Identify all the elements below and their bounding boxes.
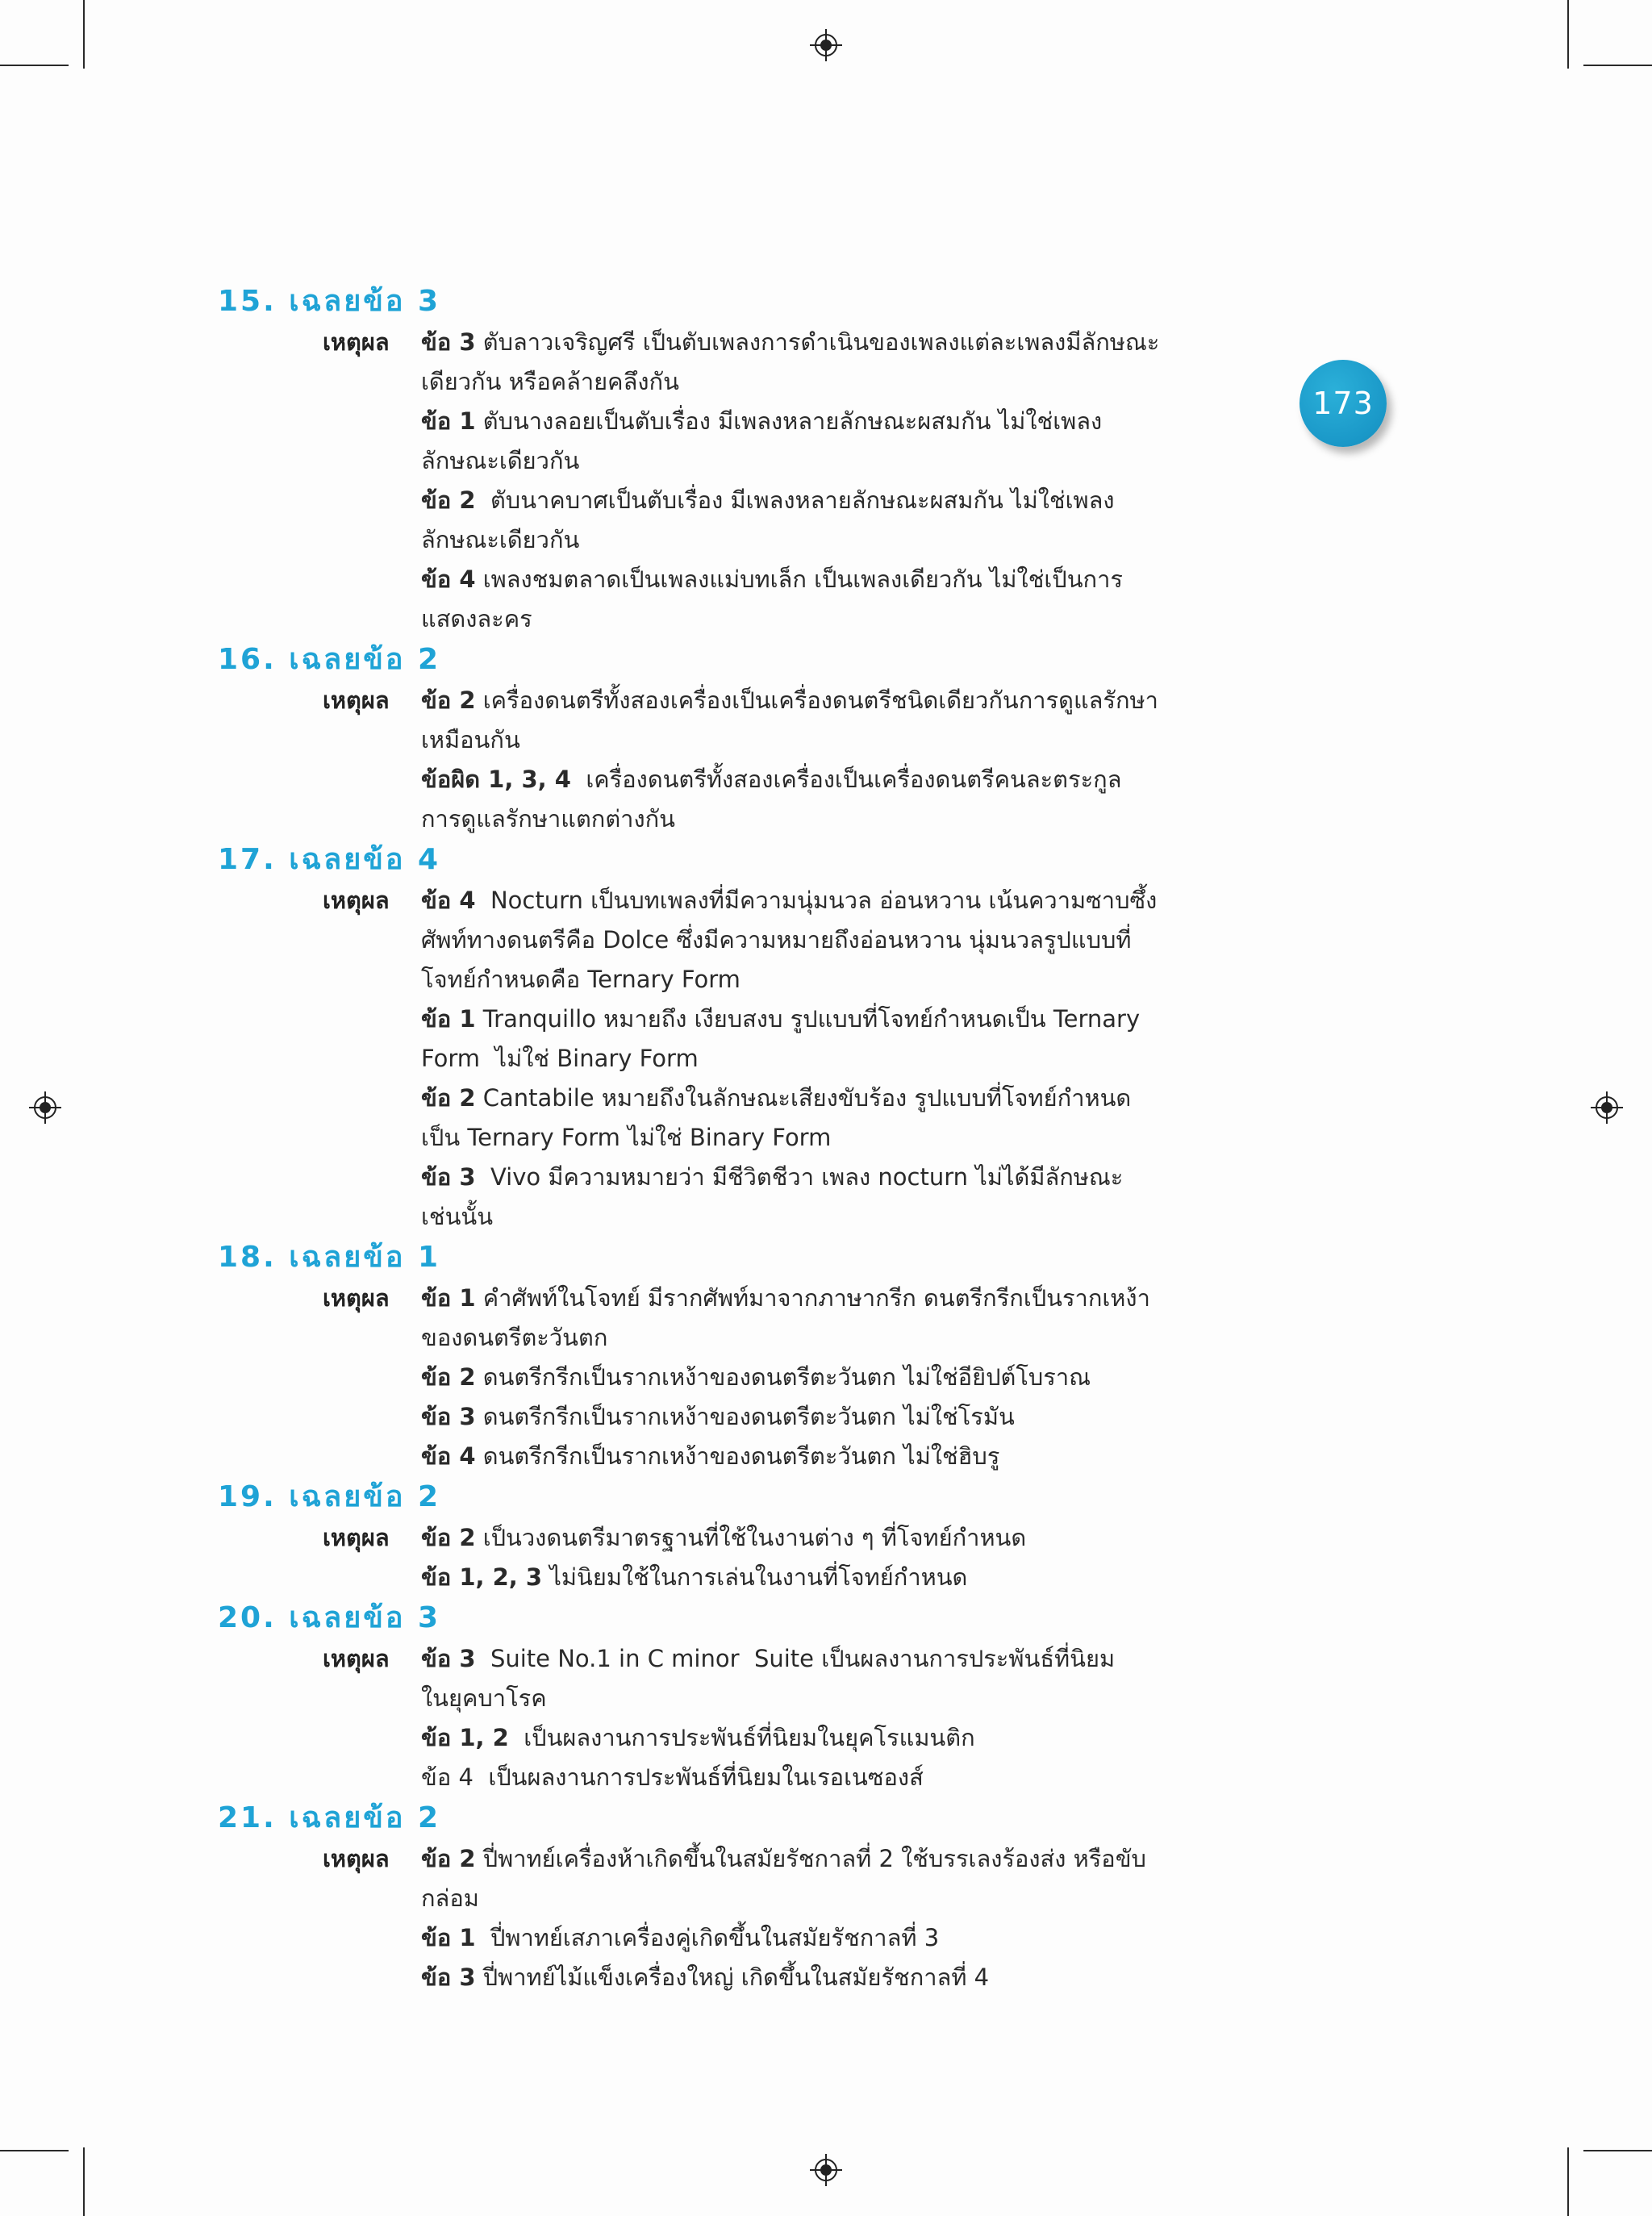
reason-label: เหตุผล: [323, 1845, 390, 1872]
reason-line: [421, 1518, 1210, 1558]
reason-text: [421, 1839, 1210, 1997]
choice-key: ข้อ 1: [421, 407, 476, 435]
reason-line: [421, 323, 1210, 362]
choice-explanation: เครื่องดนตรีทั้งสองเครื่องเป็นเครื่องดนตรีชนิดเดียวกันการดูแลรักษา: [475, 687, 1158, 714]
registration-mark-icon: [810, 2154, 842, 2186]
reason-line: [421, 720, 1210, 760]
answer-heading: 20. เฉลยข้อ 3: [218, 1601, 441, 1634]
crop-mark: [0, 2150, 69, 2151]
crop-mark: [0, 65, 69, 66]
choice-explanation: Vivo มีความหมายว่า มีชีวิตชีวา เพลง nocturn ไม่ได้มีลักษณะ: [475, 1163, 1124, 1191]
choice-explanation: ลักษณะเดียวกัน: [421, 526, 580, 553]
answer-heading: 17. เฉลยข้อ 4: [218, 843, 441, 876]
choice-explanation: ปี่พาทย์ไม้แข็งเครื่องใหญ่ เกิดขึ้นในสมัยรัชกาลที่ 4: [475, 1964, 990, 1991]
answer-item: [218, 1597, 1218, 1797]
choice-explanation: คำศัพท์ในโจทย์ มีรากศัพท์มาจากภาษากรีก ดนตรีกรีกเป็นรากเหง้า: [475, 1284, 1150, 1312]
choice-key: ข้อ 3: [421, 328, 476, 356]
choice-explanation: Form ไม่ใช่ Binary Form: [421, 1045, 699, 1072]
reason-line: [421, 441, 1210, 481]
crop-mark: [83, 2147, 85, 2216]
reason-block: [323, 881, 1218, 1237]
choice-key: ข้อ 2: [421, 1524, 476, 1551]
choice-explanation: เครื่องดนตรีทั้งสองเครื่องเป็นเครื่องดนตรีคนละตระกูล: [570, 766, 1122, 793]
reason-line: [421, 681, 1210, 720]
choice-explanation: โจทย์กำหนดคือ Ternary Form: [421, 966, 740, 993]
registration-mark-icon: [1591, 1091, 1623, 1124]
choice-key: ข้อผิด 1, 3, 4: [421, 766, 571, 793]
choice-explanation: เป็นผลงานการประพันธ์ที่นิยมในยุคโรแมนติก: [508, 1724, 975, 1751]
choice-key: ข้อ 3: [421, 1163, 476, 1191]
reason-line: [421, 1639, 1210, 1679]
answer-heading: 16. เฉลยข้อ 2: [218, 643, 441, 676]
choice-explanation: เป็นวงดนตรีมาตรฐานที่ใช้ในงานต่าง ๆ ที่โจทย์กำหนด: [475, 1524, 1027, 1551]
reason-line: [421, 960, 1210, 999]
choice-explanation: Cantabile หมายถึงในลักษณะเสียงขับร้อง รูปแบบที่โจทย์กำหนด: [475, 1084, 1132, 1112]
reason-text: [421, 1639, 1210, 1797]
registration-mark-icon: [810, 29, 842, 61]
reason-line: [421, 1118, 1210, 1158]
choice-explanation: ปี่พาทย์เครื่องห้าเกิดขึ้นในสมัยรัชกาลที่ 2 ใช้บรรเลงร้องส่ง หรือขับ: [475, 1845, 1146, 1872]
reason-label: เหตุผล: [323, 328, 390, 356]
reason-line: [421, 1158, 1210, 1197]
crop-mark: [83, 0, 85, 69]
reason-line: [421, 1758, 1210, 1797]
choice-key: ข้อ 1, 2: [421, 1724, 509, 1751]
reason-line: [421, 999, 1210, 1039]
choice-key: ข้อ 2: [421, 1845, 476, 1872]
choice-explanation: ในยุคบาโรค: [421, 1684, 547, 1712]
reason-line: [421, 599, 1210, 639]
choice-explanation: กล่อม: [421, 1884, 479, 1912]
choice-key: ข้อ 1, 2, 3: [421, 1563, 543, 1591]
reason-text: [421, 681, 1210, 839]
crop-mark: [1567, 2147, 1569, 2216]
reason-line: [421, 481, 1210, 520]
reason-line: [421, 1079, 1210, 1118]
reason-line: [421, 402, 1210, 441]
reason-line: [421, 920, 1210, 960]
choice-key: ข้อ 3: [421, 1403, 476, 1430]
answer-item: [218, 1476, 1218, 1597]
reason-line: [421, 1879, 1210, 1918]
reason-block: [323, 323, 1218, 639]
answer-item: [218, 639, 1218, 839]
choice-key: ข้อ 1: [421, 1005, 476, 1033]
answer-list: [218, 281, 1218, 1997]
choice-explanation: ดนตรีกรีกเป็นรากเหง้าของดนตรีตะวันตก ไม่ใช่โรมัน: [475, 1403, 1015, 1430]
choice-key: ข้อ 3: [421, 1964, 476, 1991]
choice-key: ข้อ 3: [421, 1645, 476, 1672]
reason-line: [421, 1318, 1210, 1358]
choice-explanation: เดียวกัน หรือคล้ายคลึงกัน: [421, 368, 679, 395]
choice-explanation: Suite No.1 in C minor Suite เป็นผลงานการประพันธ์ที่นิยม: [475, 1645, 1116, 1672]
reason-line: [421, 760, 1210, 799]
reason-line: [421, 1279, 1210, 1318]
choice-key: ข้อ 1: [421, 1284, 476, 1312]
choice-explanation: ตับลาวเจริญศรี เป็นตับเพลงการดำเนินของเพลงแต่ละเพลงมีลักษณะ: [475, 328, 1160, 356]
reason-block: [323, 1639, 1218, 1797]
reason-block: [323, 681, 1218, 839]
answer-heading: 18. เฉลยข้อ 1: [218, 1241, 441, 1274]
reason-label: เหตุผล: [323, 1645, 390, 1672]
choice-explanation: ไม่นิยมใช้ในการเล่นในงานที่โจทย์กำหนด: [542, 1563, 968, 1591]
reason-line: [421, 520, 1210, 560]
choice-explanation: ดนตรีกรีกเป็นรากเหง้าของดนตรีตะวันตก ไม่ใช่ฮิบรู: [475, 1442, 1000, 1470]
crop-mark: [1583, 65, 1652, 66]
choice-key: ข้อ 4: [421, 565, 476, 593]
reason-line: [421, 1679, 1210, 1718]
choice-explanation: ดนตรีกรีกเป็นรากเหง้าของดนตรีตะวันตก ไม่ใช่อียิปต์โบราณ: [475, 1363, 1091, 1391]
reason-line: [421, 1197, 1210, 1237]
reason-line: [421, 1039, 1210, 1079]
choice-explanation: ตับนาคบาศเป็นตับเรื่อง มีเพลงหลายลักษณะผสมกัน ไม่ใช่เพลง: [475, 486, 1115, 514]
choice-key: ข้อ 2: [421, 1363, 476, 1391]
choice-key: ข้อ 2: [421, 687, 476, 714]
registration-mark-icon: [29, 1091, 61, 1124]
reason-label: เหตุผล: [323, 1284, 390, 1312]
choice-explanation: ศัพท์ทางดนตรีคือ Dolce ซึ่งมีความหมายถึงอ่อนหวาน นุ่มนวลรูปแบบที่: [421, 926, 1132, 954]
choice-explanation: ลักษณะเดียวกัน: [421, 447, 580, 474]
choice-explanation: เพลงชมตลาดเป็นเพลงแม่บทเล็ก เป็นเพลงเดียวกัน ไม่ใช่เป็นการ: [475, 565, 1123, 593]
reason-line: [421, 1558, 1210, 1597]
reason-text: [421, 1518, 1210, 1597]
answer-heading: 15. เฉลยข้อ 3: [218, 285, 441, 318]
reason-block: [323, 1839, 1218, 1997]
answer-item: [218, 1797, 1218, 1997]
choice-explanation: ของดนตรีตะวันตก: [421, 1324, 608, 1351]
choice-explanation: ปี่พาทย์เสภาเครื่องคู่เกิดขึ้นในสมัยรัชกาลที่ 3: [475, 1924, 940, 1951]
reason-line: [421, 1958, 1210, 1997]
crop-mark: [1567, 0, 1569, 69]
reason-label: เหตุผล: [323, 687, 390, 714]
choice-explanation: เหมือนกัน: [421, 726, 520, 753]
choice-explanation: Nocturn เป็นบทเพลงที่มีความนุ่มนวล อ่อนหวาน เน้นความซาบซึ้ง: [475, 887, 1158, 914]
reason-text: [421, 1279, 1210, 1476]
crop-mark: [1583, 2150, 1652, 2151]
answer-heading: 19. เฉลยข้อ 2: [218, 1480, 441, 1513]
reason-line: [421, 1437, 1210, 1476]
reason-line: [421, 881, 1210, 920]
reason-label: เหตุผล: [323, 887, 390, 914]
page-number-badge: 173: [1299, 360, 1387, 447]
reason-line: [421, 799, 1210, 839]
choice-explanation: เป็น Ternary Form ไม่ใช่ Binary Form: [421, 1124, 832, 1151]
reason-text: [421, 881, 1210, 1237]
reason-line: [421, 1839, 1210, 1879]
answer-heading: 21. เฉลยข้อ 2: [218, 1801, 441, 1834]
choice-key: ข้อ 4: [421, 1442, 476, 1470]
choice-key: ข้อ 1: [421, 1924, 476, 1951]
reason-line: [421, 1358, 1210, 1397]
answer-item: [218, 839, 1218, 1237]
choice-key: ข้อ 4: [421, 887, 476, 914]
reason-block: [323, 1279, 1218, 1476]
answer-item: [218, 1237, 1218, 1476]
choice-explanation: แสดงละคร: [421, 605, 532, 632]
choice-explanation: ข้อ 4 เป็นผลงานการประพันธ์ที่นิยมในเรอเนซองส์: [421, 1763, 924, 1791]
reason-label: เหตุผล: [323, 1524, 390, 1551]
choice-explanation: เช่นนั้น: [421, 1203, 494, 1230]
choice-key: ข้อ 2: [421, 1084, 476, 1112]
answer-item: [218, 281, 1218, 639]
reason-line: [421, 362, 1210, 402]
reason-line: [421, 1718, 1210, 1758]
choice-explanation: Tranquillo หมายถึง เงียบสงบ รูปแบบที่โจทย์กำหนดเป็น Ternary: [475, 1005, 1141, 1033]
choice-key: ข้อ 2: [421, 486, 476, 514]
reason-text: [421, 323, 1210, 639]
reason-line: [421, 560, 1210, 599]
reason-line: [421, 1918, 1210, 1958]
reason-block: [323, 1518, 1218, 1597]
choice-explanation: การดูแลรักษาแตกต่างกัน: [421, 805, 675, 833]
reason-line: [421, 1397, 1210, 1437]
choice-explanation: ตับนางลอยเป็นตับเรื่อง มีเพลงหลายลักษณะผสมกัน ไม่ใช่เพลง: [475, 407, 1103, 435]
